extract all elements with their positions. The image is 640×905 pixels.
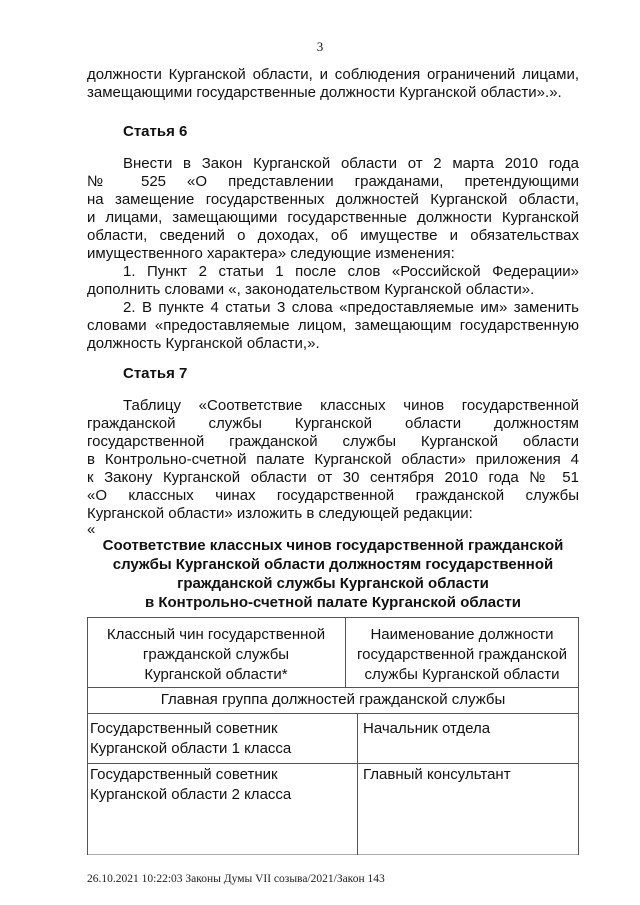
table-title-line: гражданской службы Курганской области xyxy=(177,575,489,592)
table-row-position: Главный консультант xyxy=(363,766,511,783)
table-title-line: службы Курганской области должностям государственной xyxy=(112,556,554,573)
article-6-para-line: области, сведений о доходах, об имуществе и обязательствах xyxy=(87,227,579,244)
article-6-para-line: № 525 «О представлении гражданами, претендующими xyxy=(87,173,579,190)
article-7-para-line: к Закону Курганской области от 30 сентября 2010 года № 51 xyxy=(87,469,579,486)
article-7-para-line: Курганской области» изложить в следующей редакции: xyxy=(87,505,473,522)
article-6-para-line: имущественного характера» следующие изменения: xyxy=(87,245,455,262)
article-6-item-2-line: словами «предоставляемые лицом, замещающим государственную xyxy=(87,317,579,334)
table-title-line: в Контрольно-счетной палате Курганской области xyxy=(144,594,522,611)
rank-table xyxy=(87,617,579,855)
article-6-para-line: Внести в Закон Курганской области от 2 марта 2010 года xyxy=(123,155,579,172)
table-group-divider xyxy=(87,713,579,714)
article-6-item-1-line: 1. Пункт 2 статьи 1 после слов «Российской Федерации» xyxy=(123,263,579,280)
intro-line-2: замещающими государственные должности Курганской области».». xyxy=(87,84,562,101)
table-row-position: Начальник отдела xyxy=(363,720,491,737)
table-row-divider xyxy=(87,763,579,764)
article-7-para-line: Таблицу «Соответствие классных чинов государственной xyxy=(123,397,579,414)
header-rank-line: Классный чин государственной xyxy=(106,626,326,643)
article-6-para-line: на замещение государственных должностей Курганской области, xyxy=(87,191,579,208)
intro-line-1: должности Курганской области, и соблюдения ограничений лицами, xyxy=(87,66,579,83)
table-border-bottom xyxy=(87,854,579,855)
rank-line: Курганской области 1 класса xyxy=(90,740,292,757)
table-header-divider xyxy=(87,687,579,688)
article-6-item-1-line: дополнить словами «, законодательством Курганской области». xyxy=(87,281,535,298)
opening-quote: « xyxy=(87,521,96,538)
header-position-line: Наименование должности xyxy=(370,626,554,643)
article-6-item-2-line: должность Курганской области,». xyxy=(87,335,320,352)
table-title-line: Соответствие классных чинов государственной гражданской xyxy=(102,537,564,554)
article-6-para-line: и лицами, замещающими государственные должности Курганской xyxy=(87,209,579,226)
table-row-rank xyxy=(90,765,352,805)
table-border-top xyxy=(87,617,579,618)
header-position-line: службы Курганской области xyxy=(364,666,560,683)
article-6-heading: Статья 6 xyxy=(123,123,188,140)
page-number: 3 xyxy=(316,39,324,54)
footer-stamp: 26.10.2021 10:22:03 Законы Думы VII созыва/2021/Закон 143 xyxy=(87,873,385,885)
header-position-cell xyxy=(346,625,578,685)
header-rank-line: Курганской области* xyxy=(144,666,288,683)
article-7-heading: Статья 7 xyxy=(123,365,188,382)
table-column-divider xyxy=(357,713,358,855)
rank-line: Курганской области 2 класса xyxy=(90,786,292,803)
article-7-para-line: государственной гражданской службы Курганской области xyxy=(87,433,579,450)
article-7-para-line: гражданской службы Курганской области должностям xyxy=(87,415,579,432)
table-row-rank xyxy=(90,719,352,759)
group-row: Главная группа должностей гражданской службы xyxy=(160,691,506,708)
article-7-para-line: «О классных чинах государственной гражданской службы xyxy=(87,487,579,504)
header-rank-line: гражданской службы xyxy=(142,646,290,663)
article-7-para-line: в Контрольно-счетной палате Курганской области» приложения 4 xyxy=(87,451,579,468)
rank-line: Государственный советник xyxy=(90,766,278,783)
header-position-line: государственной гражданской xyxy=(357,646,567,663)
article-6-item-2-line: 2. В пункте 4 статьи 3 слова «предоставляемые им» заменить xyxy=(123,299,579,316)
rank-line: Государственный советник xyxy=(90,720,278,737)
header-rank-cell xyxy=(87,625,345,685)
table-border-right xyxy=(578,617,579,855)
